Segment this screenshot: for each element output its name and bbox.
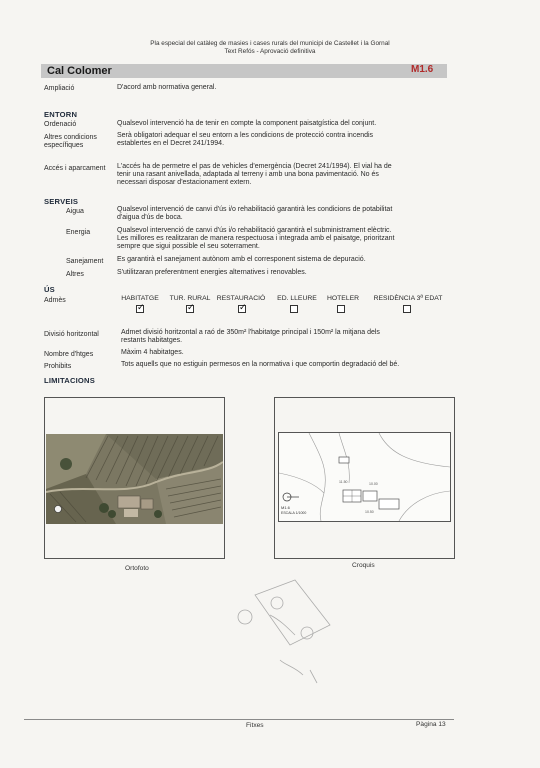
us-heading: ÚS — [44, 285, 55, 294]
use-label-habitatge: HABITATGE — [121, 295, 159, 302]
altres-text: S'utilitzaran preferentment energies alternatives i renovables. — [117, 269, 307, 276]
divisio-label: Divisió horitzontal — [44, 331, 99, 338]
ordenacio-label: Ordenació — [44, 121, 77, 128]
use-label-tur-rural: TUR. RURAL — [169, 295, 211, 302]
habitatge-checkbox[interactable] — [136, 305, 144, 313]
acces-label: Accés i aparcament — [44, 165, 106, 172]
ortofoto-caption: Ortofoto — [125, 565, 149, 572]
entorn-heading: ENTORN — [44, 110, 78, 119]
restauracio-checkbox[interactable] — [238, 305, 246, 313]
croquis-label-scale: ESCALA 1/1000 — [281, 511, 307, 515]
svg-text:10.00: 10.00 — [369, 482, 378, 486]
nombre-htges-label: Nombre d'htges — [44, 351, 94, 358]
acces-text-3: necessari disposar d'estacionament extern. — [117, 179, 252, 186]
ampliacio-text: D'acord amb normativa general. — [117, 84, 217, 91]
ortofoto-image — [46, 434, 223, 524]
page-title: Cal Colomer — [47, 65, 112, 77]
residencia-checkbox[interactable] — [403, 305, 411, 313]
energia-label: Energia — [66, 229, 91, 236]
ampliacio-label: Ampliació — [44, 85, 75, 92]
svg-text:11.50: 11.50 — [339, 480, 348, 484]
divisio-text-1: Admet divisió horitzontal a raó de 350m² l'habitatge principal i 150m² la mitjana dels — [121, 329, 380, 336]
prohibits-text: Tots aquells que no estiguin permesos en la normativa i que comportin degradació del bé. — [121, 361, 400, 368]
use-label-ed-lleure: ED. LLEURE — [277, 295, 317, 302]
use-label-residencia: RESIDÈNCIA 3ª EDAT — [373, 295, 443, 302]
aigua-text-2: d'aigua d'ús de boca. — [117, 214, 183, 221]
croquis-caption: Croquis — [352, 562, 375, 569]
ed-lleure-checkbox[interactable] — [290, 305, 298, 313]
document-header-line2: Text Refós - Aprovació definitiva — [224, 48, 316, 55]
divisio-text-2: restants habitatges. — [121, 337, 183, 344]
croquis-label-code: M1.6 — [281, 505, 290, 510]
energia-text-3: sempre que sigui possible el seu soterrament. — [117, 243, 260, 250]
svg-text:10.50: 10.50 — [365, 510, 374, 514]
altres-condicions-label: Altres condicions — [44, 134, 97, 141]
sheet-code: M1.6 — [411, 64, 434, 75]
use-label-restauracio: RESTAURACIÓ — [216, 295, 266, 302]
altres-condicions-text-1: Serà obligatori adequar el seu entorn a les condicions de protecció contra incendis — [117, 132, 374, 139]
altres-condicions-label-2: específiques — [44, 142, 84, 149]
sanejament-label: Sanejament — [66, 258, 104, 265]
serveis-heading: SERVEIS — [44, 197, 79, 206]
croquis-map — [278, 432, 451, 522]
tur-rural-checkbox[interactable] — [186, 305, 194, 313]
sanejament-text: Es garantirà el sanejament autònom amb el corresponent sistema de depuració. — [117, 256, 366, 263]
page-number: Pàgina 13 — [416, 721, 446, 728]
aigua-text-1: Qualsevol intervenció de canvi d'ús i/o rehabilitació garantirà les condicions de potabilitat — [117, 206, 393, 213]
prohibits-label: Prohibits — [44, 363, 72, 370]
footer-center-text: Fitxes — [246, 722, 264, 729]
energia-text-2: Les millores es realitzaran de manera respectuosa i integrada amb el paisatge, prioritzant — [117, 235, 395, 242]
use-label-hoteler: HOTELER — [326, 295, 360, 302]
hoteler-checkbox[interactable] — [337, 305, 345, 313]
ordenacio-text: Qualsevol intervenció ha de tenir en compte la component paisatgística del conjunt. — [117, 120, 377, 127]
nombre-htges-text: Màxim 4 habitatges. — [121, 349, 184, 356]
acces-text-2: tenir una rasant anivellada, adaptada al terreny i amb una bona pavimentació. No és — [117, 171, 379, 178]
footer-rule — [24, 719, 454, 720]
limitacions-heading: LIMITACIONS — [44, 376, 95, 385]
altres-condicions-text-2: establertes en el Decret 241/1994. — [117, 140, 225, 147]
document-header-line1: Pla especial del catàleg de masies i cases rurals del municipi de Castellet i la Gornal — [150, 40, 390, 47]
acces-text-1: L'accés ha de permetre el pas de vehicles d'emergència (Decret 241/1994). El vial ha de — [117, 163, 392, 170]
altres-label: Altres — [66, 271, 84, 278]
admes-label: Admès — [44, 297, 66, 304]
aigua-label: Aigua — [66, 208, 84, 215]
energia-text-1: Qualsevol intervenció de canvi d'ús i/o rehabilitació garantirà el subministrament elèctric. — [117, 227, 392, 234]
hand-sketch-drawing — [225, 575, 345, 685]
